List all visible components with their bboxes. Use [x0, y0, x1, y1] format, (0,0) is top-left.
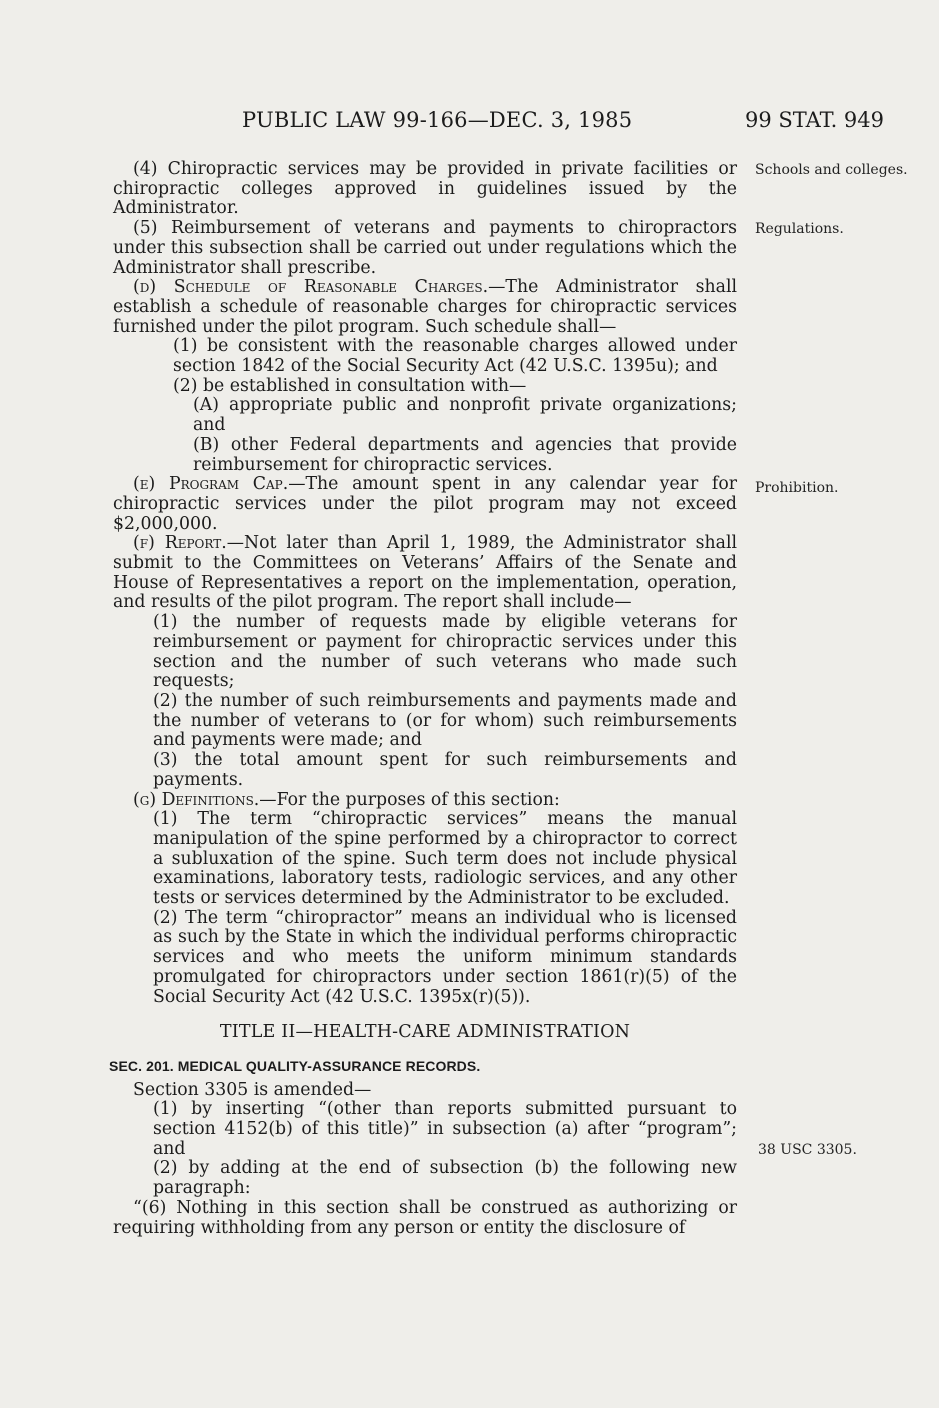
statute-page-number: 99 STAT. 949	[745, 108, 885, 132]
subsection-g-2: (2) The term “chiropractor” means an individual who is licensed as such by the State in which the individual performs chiropractic services and who meets the uniform minimum standards promulgated for chiropractors under section 1861(r)(5) of the Social Security Act (42 U.S.C. 1395x(r)(5)).	[153, 907, 737, 1007]
subsection-e-text: —The amount spent in any calendar year for chiropractic services under the pilot program may not exceed $2,000,000.	[113, 474, 737, 534]
subsection-f-text: —Not later than April 1, 1989, the Administrator shall submit to the Committees on Veterans’ Affairs of the Senate and House of Representatives a report on the implementation, operation, and results of the pilot program. The report shall include—	[113, 533, 737, 613]
subsection-d-heading: (d) Schedule of Reasonable Charges.	[133, 277, 489, 298]
subsection-d-2: (2) be established in consultation with—	[173, 375, 527, 396]
subsection-g-text: —For the purposes of this section:	[259, 789, 560, 810]
subsection-e-heading: (e) Program Cap.	[133, 474, 289, 495]
subsection-d-2-b: (B) other Federal departments and agencies that provide reimbursement for chiropractic services.	[193, 434, 737, 475]
document-body	[109, 159, 738, 1238]
subsection-f-heading: (f) Report.	[133, 533, 227, 554]
new-paragraph-6: “(6) Nothing in this section shall be construed as authorizing or requiring withholding from any person or entity the disclosure of	[113, 1197, 737, 1238]
subsection-g	[113, 791, 737, 811]
subsection-d-text: —The Administrator shall establish a schedule of reasonable charges for chiropractic services furnished under the pilot program. Such schedule shall—	[113, 277, 738, 337]
margin-note-regulations: Regulations.	[755, 221, 844, 237]
subsection-f-2: (2) the number of such reimbursements and payments made and the number of veterans to (or for whom) such reimbursements and payments were made; and	[153, 690, 737, 751]
margin-note-usc: 38 USC 3305.	[758, 1142, 857, 1158]
title-heading: TITLE II—HEALTH-CARE ADMINISTRATION	[219, 1022, 631, 1043]
amendment-2: (2) by adding at the end of subsection (b) the following new paragraph:	[153, 1158, 737, 1199]
section-heading: SEC. 201. MEDICAL QUALITY-ASSURANCE RECORDS.	[109, 1057, 481, 1074]
subsection-f	[113, 534, 737, 613]
subsection-g-heading: (g) Definitions.	[133, 789, 260, 810]
subsection-d-2-a: (A) appropriate public and nonprofit private organizations; and	[193, 395, 737, 436]
running-header-title: PUBLIC LAW 99-166—DEC. 3, 1985	[242, 108, 633, 132]
margin-note-schools: Schools and colleges.	[755, 162, 908, 178]
subsection-d-1: (1) be consistent with the reasonable charges allowed under section 1842 of the Social Security Act (42 U.S.C. 1395u); and	[173, 336, 737, 377]
subsection-f-1: (1) the number of requests made by eligible veterans for reimbursement or payment for chiropractic services under this section and the number of such veterans who made such requests;	[153, 612, 737, 692]
subsection-e	[113, 475, 737, 534]
subsection-g-1: (1) The term “chiropractic services” means the manual manipulation of the spine performed by a chiropractor to correct a subluxation of the spine. Such term does not include physical examinations, laboratory tests, radiologic services, and any other tests or services determined by the Administrator to be excluded.	[153, 809, 737, 909]
paragraph-5: (5) Reimbursement of veterans and payments to chiropractors under this subsection shall be carried out under regulations which the Administrator shall prescribe.	[113, 218, 737, 278]
section-intro: Section 3305 is amended—	[133, 1079, 372, 1100]
amendment-1: (1) by inserting “(other than reports submitted pursuant to section 4152(b) of this title)” in subsection (a) after “program”; and	[153, 1099, 737, 1159]
subsection-d	[113, 278, 737, 337]
margin-note-prohibition: Prohibition.	[755, 480, 839, 496]
paragraph-4: (4) Chiropractic services may be provided in private facilities or chiropractic colleges approved in guidelines issued by the Administrator.	[113, 159, 737, 219]
subsection-f-3: (3) the total amount spent for such reimbursements and payments.	[153, 750, 737, 790]
